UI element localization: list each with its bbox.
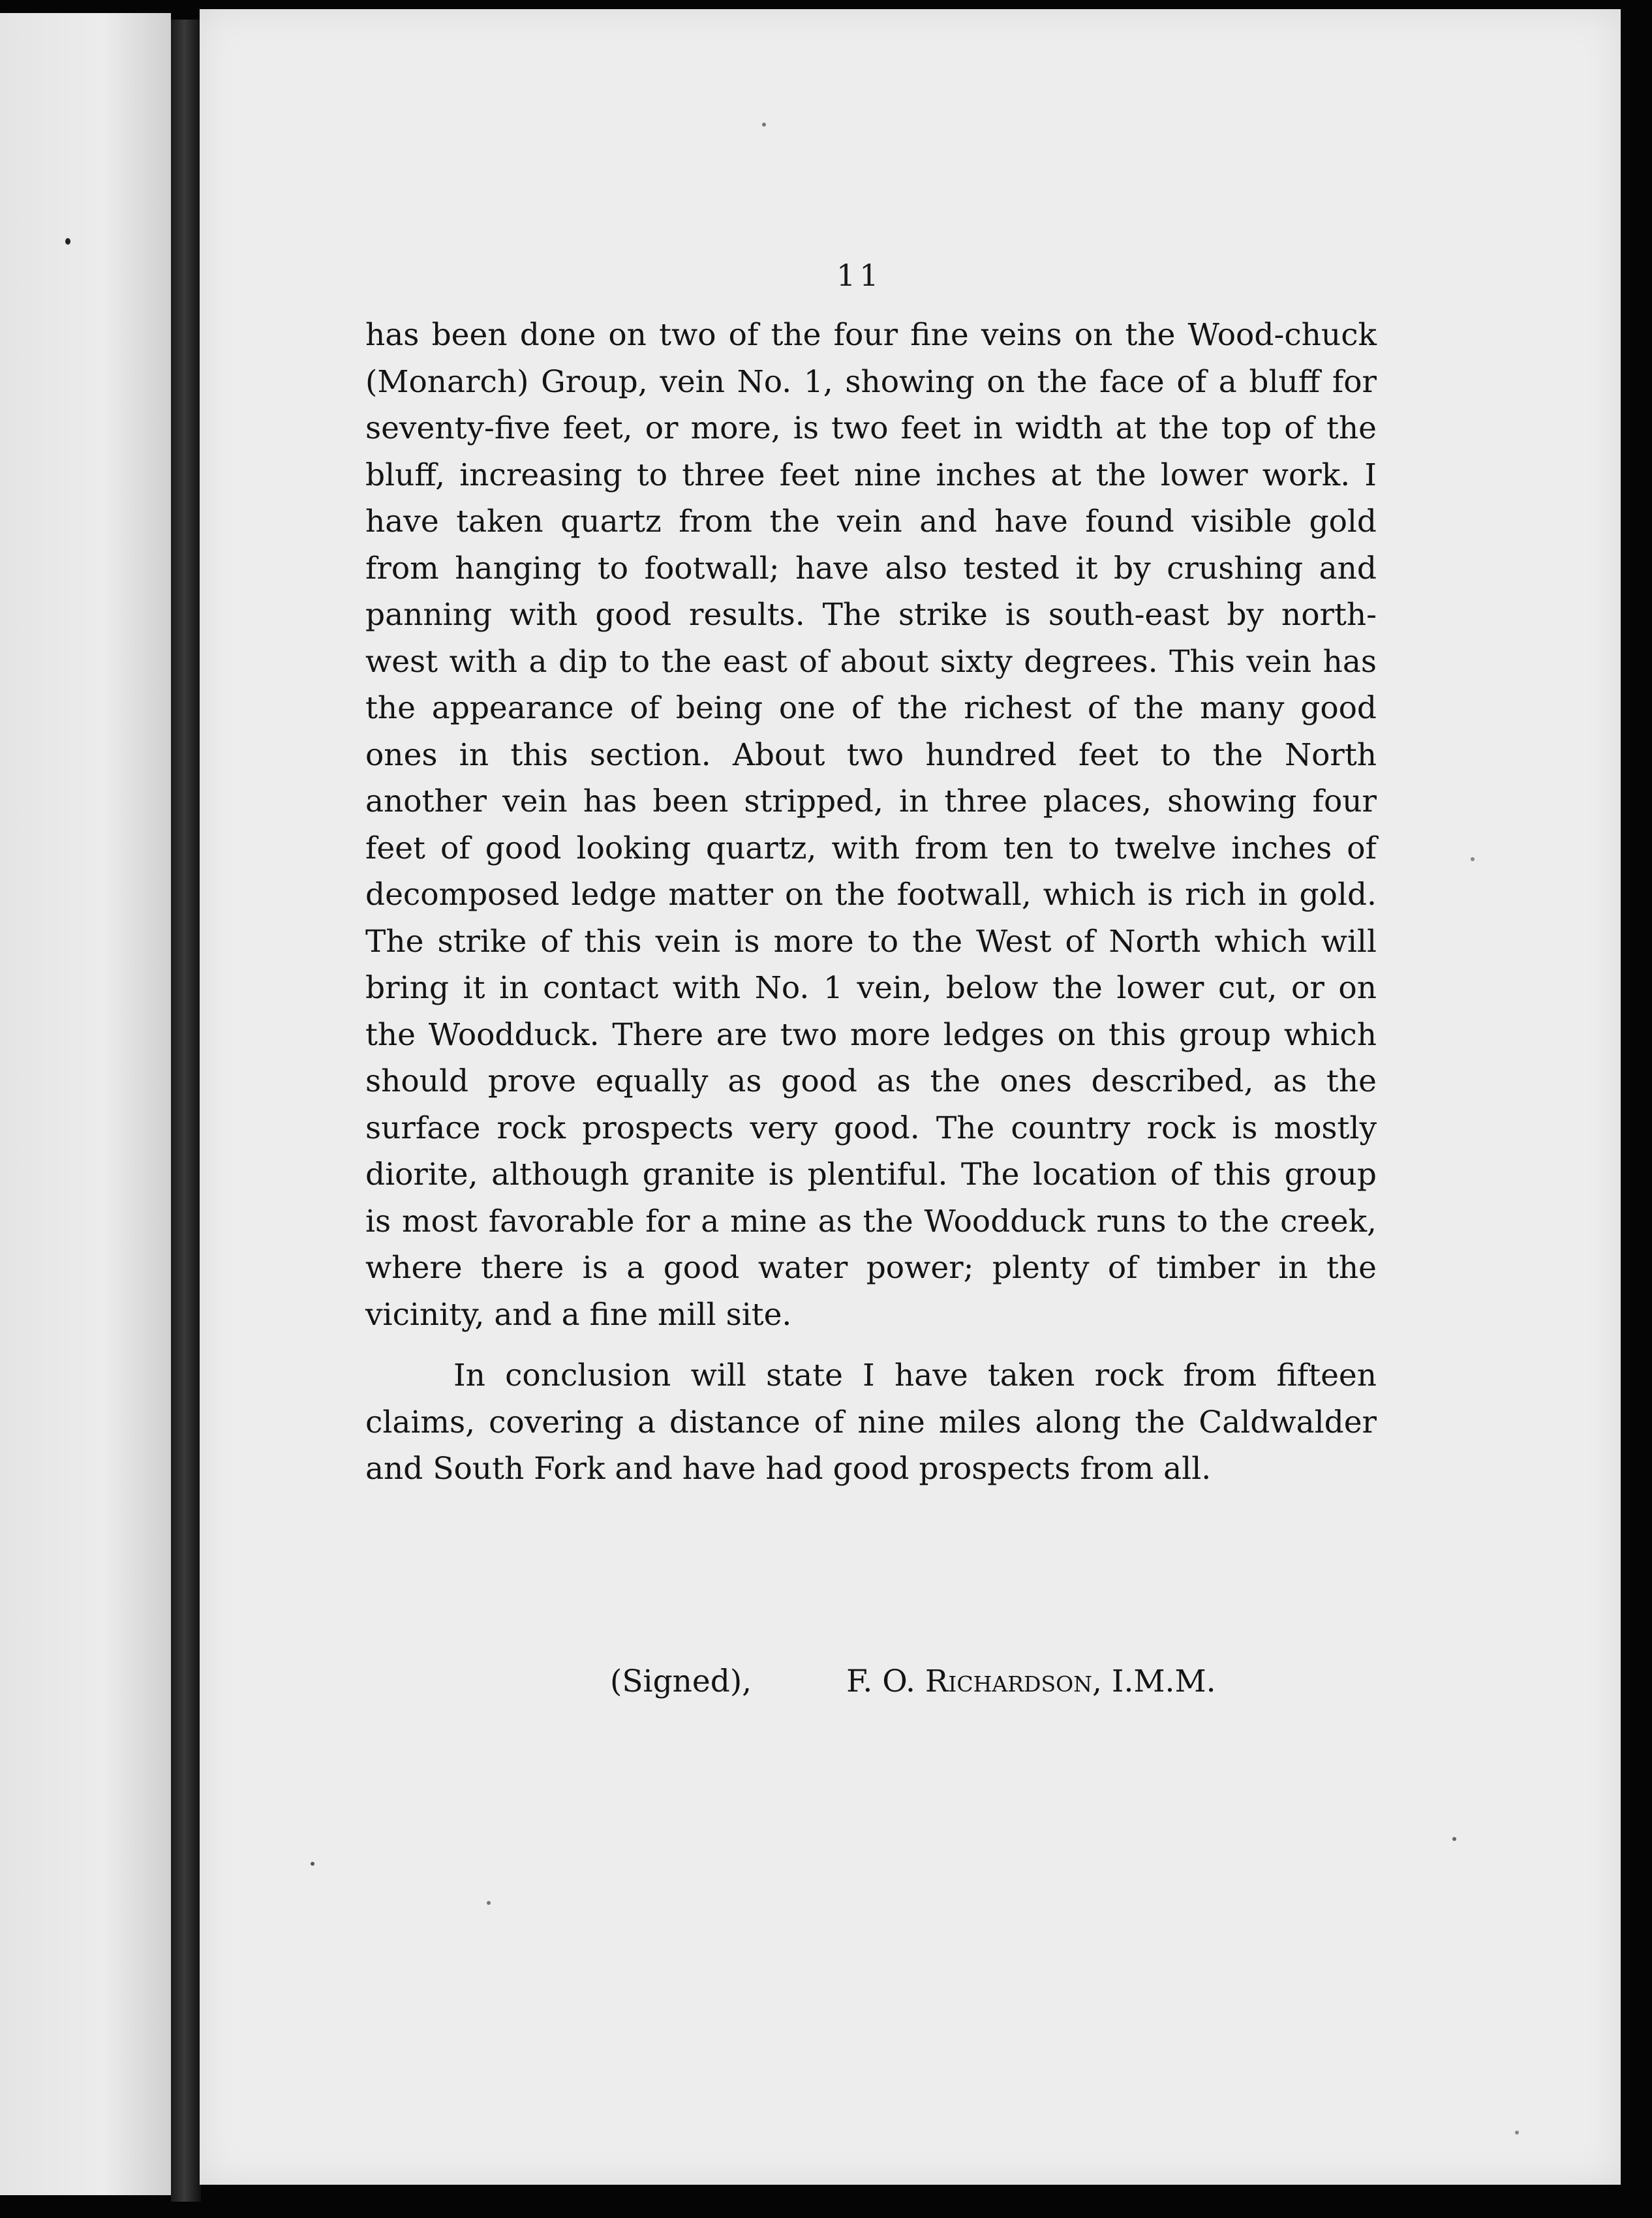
facing-page-edge	[0, 13, 171, 2195]
paper-speck	[762, 123, 766, 127]
signature-line	[610, 1664, 1216, 1699]
author-name: F. O. Richardson, I.M.M.	[846, 1664, 1216, 1699]
paper-speck	[311, 1862, 314, 1866]
body-paragraph: has been done on two of the four fine veins on the Wood-chuck (Monarch) Group, vein No. 1, showing on the face of a bluff for seventy-five feet, or more, is two feet in width at the top of the bluff, increasing to three feet nine inches at the lower work. I have taken quartz from the vein and have found visible gold from hanging to footwall; have also tested it by crushing and panning with good results. The strike is south-east by north-west with a dip to the east of about sixty degrees. This vein has the appearance of being one of the richest of the many good ones in this section. About two hundred feet to the North another vein has been stripped, in three places, showing four feet of good looking quartz, with from ten to twelve inches of decomposed ledge matter on the footwall, which is rich in gold. The strike of this vein is more to the West of North which will bring it in contact with No. 1 vein, below the lower cut, or on the Woodduck. There are two more ledges on this group which should prove equally as good as the ones described, as the surface rock prospects very good. The country rock is mostly diorite, although granite is plentiful. The location of this group is most favorable for a mine as the Woodduck runs to the creek, where there is a good water power; plenty of timber in the vicinity, and a fine mill site.	[365, 317, 1377, 1333]
conclusion-paragraph: In conclusion will state I have taken rock from fifteen claims, covering a distance of nine miles along the Caldwalder and South Fork and have had good prospects from all.	[365, 1358, 1377, 1487]
paper-speck	[1515, 2131, 1519, 2134]
paper-speck	[1452, 1837, 1456, 1841]
ink-speck	[65, 238, 70, 245]
page-body	[365, 312, 1377, 1493]
paper-speck	[487, 1901, 491, 1905]
paper-speck	[1471, 857, 1475, 861]
page-number: 11	[836, 258, 883, 293]
book-gutter	[171, 20, 201, 2202]
signed-label: (Signed),	[610, 1664, 752, 1699]
